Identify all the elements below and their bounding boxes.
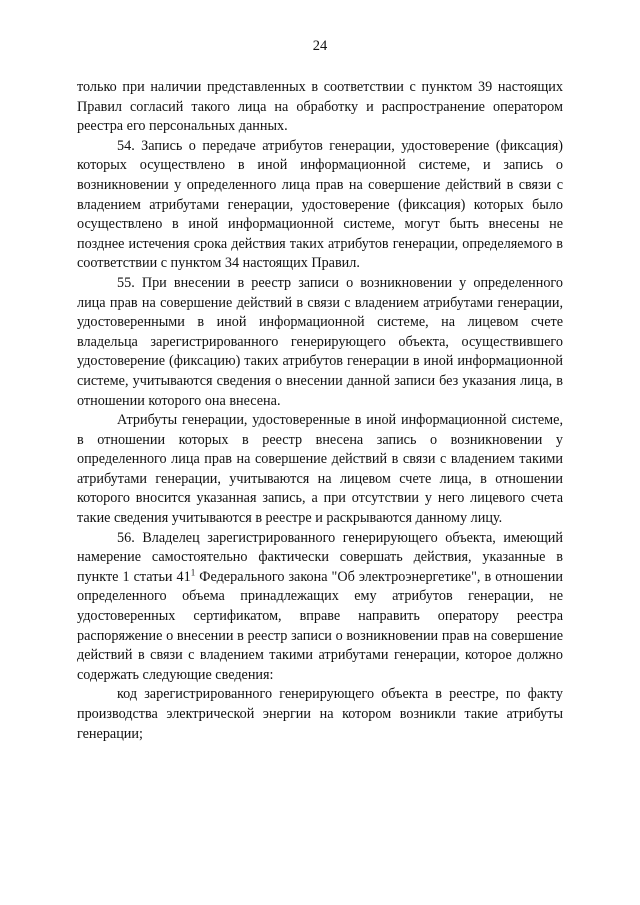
paragraph-56: [77, 529, 563, 686]
page-number: 24: [312, 38, 328, 54]
paragraph-continuation: только при наличии представленных в соответствии с пунктом 39 настоящих Правил согласий такого лица на обработку и распространение оператором реестра его персональных данных.: [77, 79, 563, 135]
paragraph-56-text-end: Федерального закона "Об электроэнергетике", в отношении определенного объема принадлежащих ему атрибутов генерации, не удостоверенных сертификатом, вправе направить оператору реестра распоряжение о внесении в реестр записи о возникновении прав на совершение действий в связи с владением такими атрибутами генерации, которое должно содержать следующие сведения:: [77, 568, 563, 683]
document-body: [77, 78, 563, 744]
paragraph-56-item-1: код зарегистрированного генерирующего объекта в реестре, по факту производства электрической энергии на котором возникли такие атрибуты генерации;: [77, 686, 563, 742]
paragraph-56-text-start: 56. Владелец зарегистрированного генерирующего объекта, имеющий намерение самостоятельно фактически совершать действия, указанные в пункте 1 статьи 41: [77, 529, 563, 585]
paragraph-55: 55. При внесении в реестр записи о возникновении у определенного лица прав на совершение действий в связи с владением атрибутами генерации, удостоверенными в иной информационной системе, на лицевом счете владельца зарегистрированного генерирующего объекта, осуществившего удостоверение (фиксацию) таких атрибутов генерации в иной информационной системе, учитываются сведения о внесении данной записи без указания лица, в отношении которого она внесена.: [77, 274, 563, 409]
paragraph-54: 54. Запись о передаче атрибутов генерации, удостоверение (фиксация) которых осуществлено в иной информационной системе, и запись о возникновении у определенного лица прав на совершение действий в связи с владением атрибутами генерации, удостоверение (фиксация) которых было осуществлено в иной информационной системе, могут быть внесены не позднее истечения срока действия таких атрибутов генерации, определяемого в соответствии с пунктом 34 настоящих Правил.: [77, 137, 563, 272]
article-superscript: 1: [190, 567, 196, 578]
paragraph-55-part-2: Атрибуты генерации, удостоверенные в иной информационной системе, в отношении которых в реестр внесена запись о возникновении у определенного лица прав на совершение действий в связи с владением такими атрибутами генерации, учитываются на лицевом счете лица, в отношении которого вносится указанная запись, а при отсутствии у него лицевого счета такие сведения учитываются в реестре и раскрываются данному лицу.: [77, 412, 563, 527]
